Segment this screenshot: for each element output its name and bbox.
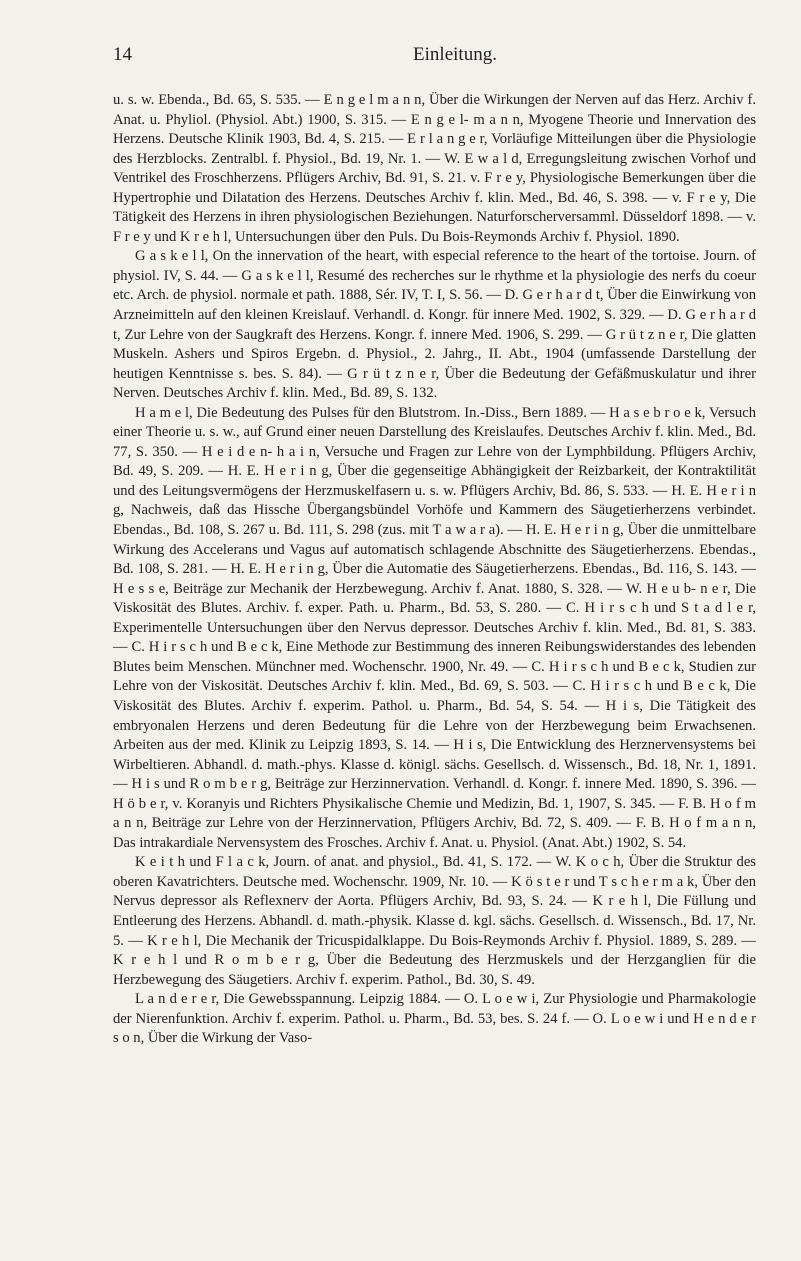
bibliography-paragraph: H a m e l, Die Bedeutung des Pulses für den Blutstrom. In.-Diss., Bern 1889. — H a s e b r o e k, Versuch einer Theorie u. s. w., auf Grund einer neuen Darstellung des Kreislaufes. Deutsches Archiv f. klin. Med., Bd. 77, S. 350. — H e i d e n- h a i n, Versuche und Fragen zur Lehre von der Lymphbildung. Pflügers Archiv, Bd. 49, S. 209. — H. E. H e r i n g, Über die gegenseitige Abhängigkeit der Reizbarkeit, der Kontraktilität und des Leitungsvermögens der Herzmuskelfasern u. s. w. Pflügers Archiv, Bd. 86, S. 533. — H. E. H e r i n g, Nachweis, daß das Hissche Übergangsbündel Vorhöfe und Kammern des Säugetierherzens verbindet. Ebendas., Bd. 108, S. 267 u. Bd. 111, S. 298 (zus. mit T a w a r a). — H. E. H e r i n g, Über die unmittelbare Wirkung des Accelerans und Vagus auf automatisch schlagende Abschnitte des Säugetierherzens. Ebendas., Bd. 108, S. 281. — H. E. H e r i n g, Über die Automatie des Säugetierherzens. Ebendas., Bd. 116, S. 143. — H e s s e, Beiträge zur Mechanik der Herzbewegung. Archiv f. Anat. 1880, S. 328. — W. H e u b- n e r, Die Viskosität des Blutes. Archiv. f. exper. Path. u. Pharm., Bd. 53, S. 280. — C. H i r s c h und S t a d l e r, Experimentelle Untersuchungen über den Nervus depressor. Deutsches Archiv f. klin. Med., Bd. 81, S. 383. — C. H i r s c h und B e c k, Eine Methode zur Bestimmung des inneren Reibungswiderstandes des lebenden Blutes beim Menschen. Münchner med. Wochenschr. 1900, Nr. 49. — C. H i r s c h und B e c k, Studien zur Lehre von der Viskosität. Deutsches Archiv f. klin. Med., Bd. 69, S. 503. — C. H i r s c h und B e c k, Die Viskosität des Blutes. Archiv f. experim. Pathol. u. Pharm., Bd. 54, S. 54. — H i s, Die Tätigkeit des embryonalen Herzens und deren Bedeutung für die Lehre von der Herzbewegung beim Erwachsenen. Arbeiten aus der med. Klinik zu Leipzig 1893, S. 14. — H i s, Die Entwicklung des Herznervensystems bei Wirbeltieren. Abhandl. d. math.-phys. Klasse d. königl. sächs. Gesellsch. d. Wissensch., Bd. 18, Nr. 1, 1891. — H i s und R o m b e r g, Beiträge zur Herzinnervation. Verhandl. d. Kongr. f. innere Med. 1890, S. 396. — H ö b e r, v. Koranyis und Richters Physikalische Chemie und Medizin, Bd. 1, 1907, S. 345. — F. B. H o f m a n n, Beiträge zur Lehre von der Herzinnervation, Pflügers Archiv, Bd. 72, S. 409. — F. B. H o f m a n n, Das intrakardiale Nervensystem des Frosches. Archiv f. Anat. u. Physiol. (Anat. Abt.) 1902, S. 54. (113, 404, 756, 851)
running-title: Einleitung. (413, 44, 497, 65)
bibliography-paragraph: K e i t h und F l a c k, Journ. of anat. and physiol., Bd. 41, S. 172. — W. K o c h, Über die Struktur des oberen Kavatrichters. Deutsche med. Wochenschr. 1909, Nr. 10. — K ö s t e r und T s c h e r m a k, Über den Nervus depressor als Reflexnerv der Aorta. Pflügers Archiv, Bd. 93, S. 24. — K r e h l, Die Füllung und Entleerung des Herzens. Abhandl. d. math.-physik. Klasse d. kgl. sächs. Gesellsch. d. Wissensch., Bd. 17, Nr. 5. — K r e h l, Die Mechanik der Tricuspidalklappe. Du Bois-Reymonds Archiv f. Physiol. 1889, S. 289. — K r e h l und R o m b e r g, Über die Bedeutung des Herzmuskels und der Herzganglien für die Herzbewegung des Säugetiers. Archiv f. experim. Pathol., Bd. 30, S. 49. (113, 854, 756, 988)
page-number: 14 (113, 44, 132, 65)
bibliography-paragraph: G a s k e l l, On the innervation of the heart, with especial reference to the heart of the tortoise. Journ. of physiol. IV, S. 44. — G a s k e l l, Resumé des recherches sur le rhythme et la physiologie des nerfs du coeur etc. Arch. de physiol. normale et path. 1888, Sér. IV, T. I, S. 56. — D. G e r h a r d t, Über die Einwirkung von Arzneimitteln auf den kleinen Kreislauf. Verhandl. d. Kongr. für innere Med. 1902, S. 329. — D. G e r h a r d t, Zur Lehre von der Saugkraft des Herzens. Kongr. f. innere Med. 1906, S. 299. — G r ü t z n e r, Die glatten Muskeln. Ashers und Spiros Ergebn. d. Physiol., 2. Jahrg., II. Abt., 1904 (umfassende Darstellung der heutigen Kenntnisse s. bes. S. 84). — G r ü t z n e r, Über die Bedeutung der Gefäßmuskulatur und ihrer Nerven. Deutsches Archiv f. klin. Med., Bd. 89, S. 132. (113, 248, 756, 402)
bibliography-paragraph: u. s. w. Ebenda., Bd. 65, S. 535. — E n g e l m a n n, Über die Wirkungen der Nerven auf das Herz. Archiv f. Anat. u. Phyliol. (Physiol. Abt.) 1900, S. 315. — E n g e l- m a n n, Myogene Theorie und Innervation des Herzens. Deutsche Klinik 1903, Bd. 4, S. 215. — E r l a n g e r, Vorläufige Mitteilungen über die Physiologie des Herzblocks. Zentralbl. f. Physiol., Bd. 19, Nr. 1. — W. E w a l d, Erregungsleitung zwischen Vorhof und Ventrikel des Froschherzens. Pflügers Archiv, Bd. 91, S. 21. v. F r e y, Physiologische Bemerkungen über die Hypertrophie und Dilatation des Herzens. Deutsches Archiv f. klin. Med., Bd. 46, S. 398. — v. F r e y, Die Tätigkeit des Herzens in ihren physiologischen Beziehungen. Naturforscherversamml. Düsseldorf 1898. — v. F r e y und K r e h l, Untersuchungen über den Puls. Du Bois-Reymonds Archiv f. Physiol. 1890. (113, 92, 756, 245)
bibliography-paragraph: L a n d e r e r, Die Gewebsspannung. Leipzig 1884. — O. L o e w i, Zur Physiologie und Pharmakologie der Nierenfunktion. Archiv f. experim. Pathol. u. Pharm., Bd. 53, bes. S. 24 f. — O. L o e w i und H e n d e r s o n, Über die Wirkung der Vaso- (113, 991, 756, 1047)
page-header (113, 44, 757, 72)
bibliography-text (113, 91, 756, 1049)
